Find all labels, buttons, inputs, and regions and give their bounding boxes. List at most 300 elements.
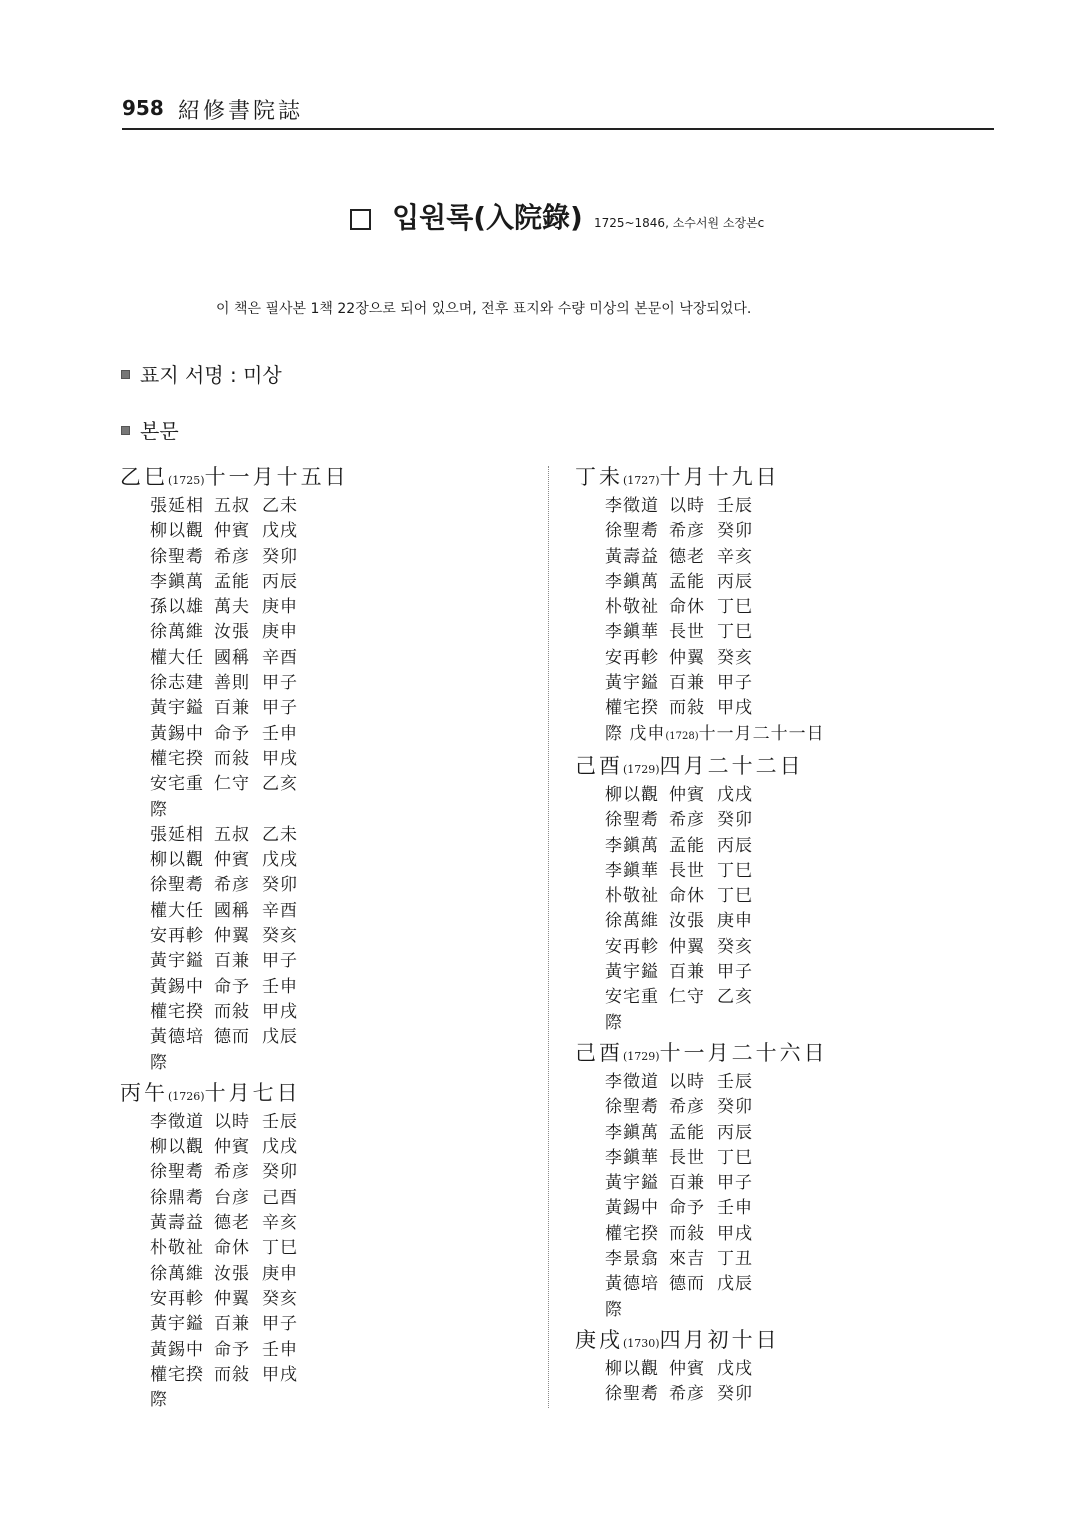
courtesy-name: 而敍 bbox=[669, 698, 705, 719]
courtesy-name: 仲賓 bbox=[214, 850, 250, 871]
birth-year: 戊戌 bbox=[262, 850, 298, 871]
date-day: 四月二十二日 bbox=[659, 753, 804, 778]
courtesy-name: 命休 bbox=[669, 597, 705, 618]
date-ganzhi: 己酉 bbox=[575, 1040, 623, 1065]
person-name: 黃德培 bbox=[605, 1274, 659, 1295]
list-item bbox=[605, 834, 995, 859]
person-name: 權宅揆 bbox=[150, 748, 204, 769]
birth-year: 庚申 bbox=[262, 1263, 298, 1284]
section-body-label: 본문 bbox=[140, 419, 179, 443]
person-name: 徐志建 bbox=[150, 673, 204, 694]
person-name: 安再軫 bbox=[150, 926, 204, 947]
section-cover-label: 표지 서명 : 미상 bbox=[140, 363, 282, 387]
courtesy-name: 以時 bbox=[214, 1111, 250, 1132]
person-name: 柳以觀 bbox=[150, 850, 204, 871]
person-name: 徐萬維 bbox=[605, 911, 659, 932]
birth-year: 甲子 bbox=[717, 673, 753, 694]
person-name: 張延相 bbox=[150, 496, 204, 516]
bullet-square-icon bbox=[121, 370, 130, 379]
person-name: 徐鼎耈 bbox=[150, 1187, 204, 1208]
list-item bbox=[150, 519, 540, 544]
birth-year: 戊戌 bbox=[262, 1137, 298, 1158]
person-name: 徐萬維 bbox=[150, 622, 204, 643]
list-item bbox=[605, 1146, 995, 1171]
person-name: 黃宇鎰 bbox=[150, 1314, 204, 1335]
date-ganzhi: 丙午 bbox=[120, 1080, 168, 1105]
birth-year: 丁巳 bbox=[717, 886, 753, 907]
courtesy-name: 百兼 bbox=[669, 962, 705, 983]
list-item bbox=[605, 570, 995, 595]
list-item bbox=[605, 494, 995, 519]
birth-year: 乙亥 bbox=[717, 987, 753, 1008]
list-item bbox=[150, 1186, 540, 1211]
courtesy-name: 仲賓 bbox=[669, 1358, 705, 1379]
person-name: 黃錫中 bbox=[150, 976, 204, 997]
person-name: 黃德培 bbox=[150, 1027, 204, 1048]
birth-year: 癸亥 bbox=[262, 1288, 298, 1309]
courtesy-name: 善則 bbox=[214, 673, 250, 694]
person-name: 柳以觀 bbox=[150, 1137, 204, 1158]
birth-year: 甲戌 bbox=[717, 1223, 753, 1244]
birth-year: 辛酉 bbox=[262, 900, 298, 921]
tail-date: 十一月二十一日 bbox=[698, 723, 825, 744]
list-item bbox=[605, 1011, 995, 1036]
birth-year: 丙辰 bbox=[717, 835, 753, 856]
intro-text: 이 책은 필사본 1책 22장으로 되어 있으며, 전후 표지와 수량 미상의 본문이 낙장되었다. bbox=[216, 301, 752, 317]
courtesy-name: 命予 bbox=[669, 1198, 705, 1219]
courtesy-name: 仲賓 bbox=[669, 784, 705, 805]
list-item bbox=[150, 1000, 540, 1025]
date-day: 十一月二十六日 bbox=[659, 1040, 828, 1065]
birth-year: 丙辰 bbox=[262, 571, 298, 592]
person-name: 權宅揆 bbox=[150, 1001, 204, 1022]
tail-prefix: 際 戊申 bbox=[605, 723, 666, 744]
list-item bbox=[605, 595, 995, 620]
courtesy-name: 而敍 bbox=[214, 748, 250, 769]
section-cover bbox=[121, 359, 282, 388]
date-year: (1727) bbox=[623, 474, 660, 487]
list-item bbox=[150, 646, 540, 671]
birth-year: 辛酉 bbox=[262, 647, 298, 668]
courtesy-name: 希彦 bbox=[669, 1384, 705, 1405]
birth-year: 庚申 bbox=[262, 622, 298, 643]
list-item bbox=[605, 783, 995, 808]
list-item bbox=[150, 1135, 540, 1160]
list-item bbox=[150, 1236, 540, 1261]
birth-year: 壬申 bbox=[717, 1198, 753, 1219]
courtesy-name: 以時 bbox=[669, 1071, 705, 1092]
birth-year: 癸亥 bbox=[717, 647, 753, 668]
birth-year: 戊辰 bbox=[262, 1027, 298, 1048]
birth-year: 丁巳 bbox=[717, 597, 753, 618]
courtesy-name: 命予 bbox=[214, 723, 250, 744]
courtesy-name: 仲翼 bbox=[214, 926, 250, 947]
courtesy-name: 仲翼 bbox=[669, 936, 705, 957]
list-item bbox=[150, 671, 540, 696]
list-item bbox=[605, 1382, 995, 1407]
date-year: (1729) bbox=[623, 762, 660, 776]
list-item bbox=[150, 899, 540, 924]
list-item bbox=[150, 1363, 540, 1388]
courtesy-name: 萬夫 bbox=[214, 597, 250, 618]
title-subtitle: 1725~1846, 소수서원 소장본c bbox=[593, 216, 765, 230]
person-name: 徐聖耈 bbox=[605, 810, 659, 831]
birth-year: 丙辰 bbox=[717, 1122, 753, 1143]
courtesy-name: 孟能 bbox=[669, 1122, 705, 1143]
birth-year: 丁巳 bbox=[262, 1238, 298, 1259]
person-name: 黃宇鎰 bbox=[150, 698, 204, 719]
courtesy-name: 而敍 bbox=[214, 1364, 250, 1385]
name-list bbox=[575, 1357, 995, 1408]
person-name: 黃壽益 bbox=[605, 546, 659, 567]
list-item bbox=[150, 924, 540, 949]
person-name: 徐聖耈 bbox=[605, 1384, 659, 1405]
courtesy-name: 五叔 bbox=[214, 496, 250, 516]
person-name: 朴敬祉 bbox=[605, 886, 659, 907]
person-name: 安宅重 bbox=[605, 987, 659, 1008]
date-ganzhi: 己酉 bbox=[575, 753, 623, 778]
person-name: 徐聖耈 bbox=[150, 875, 204, 896]
birth-year: 甲戌 bbox=[262, 748, 298, 769]
person-name: 黃宇鎰 bbox=[605, 962, 659, 983]
birth-year: 甲子 bbox=[717, 1173, 753, 1194]
date-entry bbox=[575, 1040, 995, 1323]
person-name: 李鎭華 bbox=[605, 860, 659, 881]
birth-year: 丁巳 bbox=[717, 1147, 753, 1168]
person-name: 李徵道 bbox=[150, 1111, 204, 1132]
birth-year: 丁丑 bbox=[717, 1249, 753, 1270]
courtesy-name: 命休 bbox=[669, 886, 705, 907]
list-item bbox=[150, 1211, 540, 1236]
person-name: 李徵道 bbox=[605, 1071, 659, 1092]
person-name: 黃壽益 bbox=[150, 1213, 204, 1234]
name-list bbox=[120, 1110, 540, 1414]
list-item bbox=[605, 545, 995, 570]
list-item bbox=[150, 747, 540, 772]
person-name: 際 bbox=[150, 1390, 168, 1411]
person-name: 黃錫中 bbox=[150, 723, 204, 744]
birth-year: 壬申 bbox=[262, 1339, 298, 1360]
courtesy-name: 百兼 bbox=[669, 673, 705, 694]
date-day: 十月十九日 bbox=[659, 465, 780, 489]
courtesy-name: 汝張 bbox=[214, 1263, 250, 1284]
list-item bbox=[150, 1312, 540, 1337]
courtesy-name: 希彦 bbox=[669, 810, 705, 831]
courtesy-name: 以時 bbox=[669, 496, 705, 516]
date-day: 十一月十五日 bbox=[204, 465, 349, 489]
person-name: 際 bbox=[150, 1052, 168, 1073]
list-item bbox=[605, 884, 995, 909]
date-day: 四月初十日 bbox=[659, 1327, 780, 1352]
list-item bbox=[605, 859, 995, 884]
person-name: 李鎭萬 bbox=[150, 571, 204, 592]
name-list bbox=[575, 783, 995, 1036]
list-item bbox=[605, 1196, 995, 1221]
person-name: 際 bbox=[605, 1012, 623, 1033]
column-divider bbox=[548, 466, 549, 1408]
person-name: 李鎭華 bbox=[605, 1147, 659, 1168]
person-name: 黃宇鎰 bbox=[605, 673, 659, 694]
courtesy-name: 長世 bbox=[669, 860, 705, 881]
birth-year: 戊辰 bbox=[717, 1274, 753, 1295]
birth-year: 甲子 bbox=[262, 698, 298, 719]
checkbox-square-icon bbox=[350, 209, 371, 230]
list-item bbox=[605, 1298, 995, 1323]
entry-date bbox=[575, 753, 995, 783]
courtesy-name: 仲翼 bbox=[214, 1288, 250, 1309]
person-name: 權宅揆 bbox=[150, 1364, 204, 1385]
bullet-square-icon bbox=[121, 426, 130, 435]
list-item bbox=[150, 772, 540, 797]
list-item bbox=[150, 1388, 540, 1413]
list-item bbox=[150, 1160, 540, 1185]
courtesy-name: 孟能 bbox=[214, 571, 250, 592]
courtesy-name: 仁守 bbox=[214, 774, 250, 795]
courtesy-name: 而敍 bbox=[214, 1001, 250, 1022]
birth-year: 甲戌 bbox=[717, 698, 753, 719]
list-item bbox=[605, 1357, 995, 1382]
courtesy-name: 汝張 bbox=[669, 911, 705, 932]
list-item bbox=[150, 570, 540, 595]
courtesy-name: 百兼 bbox=[214, 698, 250, 719]
courtesy-name: 來吉 bbox=[669, 1249, 705, 1270]
list-item bbox=[150, 545, 540, 570]
person-name: 權大任 bbox=[150, 647, 204, 668]
list-item bbox=[150, 798, 540, 823]
birth-year: 壬申 bbox=[262, 976, 298, 997]
birth-year: 甲子 bbox=[262, 1314, 298, 1335]
person-name: 李鎭萬 bbox=[605, 1122, 659, 1143]
birth-year: 癸卯 bbox=[262, 875, 298, 896]
title-main: 입원록(入院錄) bbox=[392, 201, 583, 234]
list-item bbox=[605, 519, 995, 544]
courtesy-name: 仲賓 bbox=[214, 521, 250, 542]
list-item bbox=[150, 1110, 540, 1135]
courtesy-name: 長世 bbox=[669, 1147, 705, 1168]
person-name: 李景翕 bbox=[605, 1249, 659, 1270]
courtesy-name: 德老 bbox=[669, 546, 705, 567]
courtesy-name: 希彦 bbox=[214, 546, 250, 567]
courtesy-name: 仲賓 bbox=[214, 1137, 250, 1158]
birth-year: 戊戌 bbox=[717, 1358, 753, 1379]
courtesy-name: 五叔 bbox=[214, 824, 250, 845]
list-item bbox=[605, 985, 995, 1010]
person-name: 李鎭萬 bbox=[605, 571, 659, 592]
person-name: 安再軫 bbox=[605, 936, 659, 957]
birth-year: 癸亥 bbox=[262, 926, 298, 947]
date-day: 十月七日 bbox=[204, 1080, 301, 1105]
courtesy-name: 德而 bbox=[214, 1027, 250, 1048]
list-item bbox=[605, 909, 995, 934]
list-item bbox=[150, 620, 540, 645]
list-item bbox=[150, 1051, 540, 1076]
list-item bbox=[150, 823, 540, 848]
birth-year: 戊戌 bbox=[717, 784, 753, 805]
name-list bbox=[120, 494, 540, 1076]
courtesy-name: 台彦 bbox=[214, 1187, 250, 1208]
person-name: 徐萬維 bbox=[150, 1263, 204, 1284]
person-name: 徐聖耈 bbox=[150, 1162, 204, 1183]
birth-year: 丁巳 bbox=[717, 622, 753, 643]
name-list bbox=[575, 1070, 995, 1323]
courtesy-name: 希彦 bbox=[214, 1162, 250, 1183]
list-item bbox=[605, 696, 995, 721]
list-item bbox=[150, 1287, 540, 1312]
list-item bbox=[150, 949, 540, 974]
date-year: (1730) bbox=[623, 1336, 660, 1350]
page-header bbox=[122, 92, 994, 130]
courtesy-name: 仲翼 bbox=[669, 647, 705, 668]
person-name: 柳以觀 bbox=[150, 521, 204, 542]
courtesy-name: 命予 bbox=[214, 1339, 250, 1360]
person-name: 張延相 bbox=[150, 824, 204, 845]
courtesy-name: 德老 bbox=[214, 1213, 250, 1234]
person-name: 際 bbox=[150, 799, 168, 820]
courtesy-name: 孟能 bbox=[669, 835, 705, 856]
birth-year: 癸卯 bbox=[717, 810, 753, 831]
birth-year: 丁巳 bbox=[717, 860, 753, 881]
courtesy-name: 國稱 bbox=[214, 647, 250, 668]
courtesy-name: 百兼 bbox=[669, 1173, 705, 1194]
list-item bbox=[605, 1272, 995, 1297]
list-item bbox=[150, 1262, 540, 1287]
date-entry bbox=[120, 464, 540, 1076]
entry-date bbox=[575, 464, 995, 494]
person-name: 安再軫 bbox=[605, 647, 659, 668]
book-title: 紹修書院誌 bbox=[178, 99, 304, 124]
date-ganzhi: 乙巳 bbox=[120, 465, 168, 489]
entry-date bbox=[575, 1327, 995, 1357]
courtesy-name: 百兼 bbox=[214, 1314, 250, 1335]
courtesy-name: 仁守 bbox=[669, 987, 705, 1008]
person-name: 徐聖耈 bbox=[150, 546, 204, 567]
section-title bbox=[350, 196, 764, 236]
birth-year: 乙亥 bbox=[262, 774, 298, 795]
person-name: 黃錫中 bbox=[150, 1339, 204, 1360]
list-item bbox=[605, 671, 995, 696]
birth-year: 辛亥 bbox=[262, 1213, 298, 1234]
courtesy-name: 希彦 bbox=[214, 875, 250, 896]
date-entry bbox=[575, 1327, 995, 1408]
birth-year: 壬辰 bbox=[262, 1111, 298, 1132]
date-ganzhi: 庚戌 bbox=[575, 1327, 623, 1352]
courtesy-name: 命予 bbox=[214, 976, 250, 997]
person-name: 孫以雄 bbox=[150, 597, 204, 618]
right-column bbox=[575, 464, 995, 1412]
person-name: 徐聖耈 bbox=[605, 521, 659, 542]
list-item bbox=[605, 1121, 995, 1146]
person-name: 黃宇鎰 bbox=[150, 951, 204, 972]
date-ganzhi: 丁未 bbox=[575, 465, 623, 489]
list-item bbox=[605, 1171, 995, 1196]
courtesy-name: 國稱 bbox=[214, 900, 250, 921]
person-name: 黃錫中 bbox=[605, 1198, 659, 1219]
courtesy-name: 命休 bbox=[214, 1238, 250, 1259]
person-name: 徐聖耈 bbox=[605, 1097, 659, 1118]
person-name: 李鎭華 bbox=[605, 622, 659, 643]
birth-year: 戊戌 bbox=[262, 521, 298, 542]
courtesy-name: 孟能 bbox=[669, 571, 705, 592]
list-item bbox=[150, 873, 540, 898]
birth-year: 甲戌 bbox=[262, 1364, 298, 1385]
birth-year: 壬辰 bbox=[717, 496, 753, 516]
person-name: 權大任 bbox=[150, 900, 204, 921]
person-name: 柳以觀 bbox=[605, 784, 659, 805]
section-body bbox=[121, 415, 179, 444]
birth-year: 癸卯 bbox=[717, 521, 753, 542]
left-column bbox=[120, 464, 540, 1417]
birth-year: 甲子 bbox=[262, 673, 298, 694]
list-item bbox=[150, 1025, 540, 1050]
birth-year: 甲戌 bbox=[262, 1001, 298, 1022]
courtesy-name: 德而 bbox=[669, 1274, 705, 1295]
name-list bbox=[575, 494, 995, 749]
list-item bbox=[605, 808, 995, 833]
date-entry bbox=[575, 464, 995, 749]
birth-year: 乙未 bbox=[262, 496, 298, 516]
person-name: 際 bbox=[605, 1299, 623, 1320]
date-entry bbox=[575, 753, 995, 1036]
birth-year: 丙辰 bbox=[717, 571, 753, 592]
list-item bbox=[605, 960, 995, 985]
list-item bbox=[605, 1222, 995, 1247]
birth-year: 甲子 bbox=[717, 962, 753, 983]
birth-year: 癸亥 bbox=[717, 936, 753, 957]
list-item bbox=[150, 975, 540, 1000]
birth-year: 庚申 bbox=[262, 597, 298, 618]
entry-date bbox=[575, 1040, 995, 1070]
list-item bbox=[605, 935, 995, 960]
tail-year: (1728) bbox=[665, 730, 699, 742]
date-year: (1725) bbox=[168, 474, 205, 487]
list-item bbox=[150, 494, 540, 519]
courtesy-name: 長世 bbox=[669, 622, 705, 643]
courtesy-name: 希彦 bbox=[669, 1097, 705, 1118]
entry-date bbox=[120, 1080, 540, 1110]
page-number: 958 bbox=[122, 96, 164, 120]
birth-year: 甲子 bbox=[262, 951, 298, 972]
courtesy-name: 百兼 bbox=[214, 951, 250, 972]
list-item bbox=[605, 1095, 995, 1120]
list-item bbox=[150, 848, 540, 873]
person-name: 朴敬祉 bbox=[150, 1238, 204, 1259]
courtesy-name: 希彦 bbox=[669, 521, 705, 542]
list-item bbox=[605, 646, 995, 671]
person-name: 黃宇鎰 bbox=[605, 1173, 659, 1194]
birth-year: 己酉 bbox=[262, 1187, 298, 1208]
list-item bbox=[150, 722, 540, 747]
courtesy-name: 而敍 bbox=[669, 1223, 705, 1244]
birth-year: 癸卯 bbox=[262, 1162, 298, 1183]
birth-year: 庚申 bbox=[717, 911, 753, 932]
date-year: (1729) bbox=[623, 1049, 660, 1063]
list-item bbox=[150, 696, 540, 721]
list-item bbox=[605, 1070, 995, 1095]
birth-year: 乙未 bbox=[262, 824, 298, 845]
person-name: 權宅揆 bbox=[605, 1223, 659, 1244]
person-name: 李鎭萬 bbox=[605, 835, 659, 856]
person-name: 柳以觀 bbox=[605, 1358, 659, 1379]
person-name: 安再軫 bbox=[150, 1288, 204, 1309]
courtesy-name: 汝張 bbox=[214, 622, 250, 643]
list-item bbox=[605, 722, 995, 749]
list-item bbox=[150, 1338, 540, 1363]
birth-year: 癸卯 bbox=[262, 546, 298, 567]
birth-year: 壬申 bbox=[262, 723, 298, 744]
birth-year: 癸卯 bbox=[717, 1097, 753, 1118]
birth-year: 辛亥 bbox=[717, 546, 753, 567]
entry-date bbox=[120, 464, 540, 494]
